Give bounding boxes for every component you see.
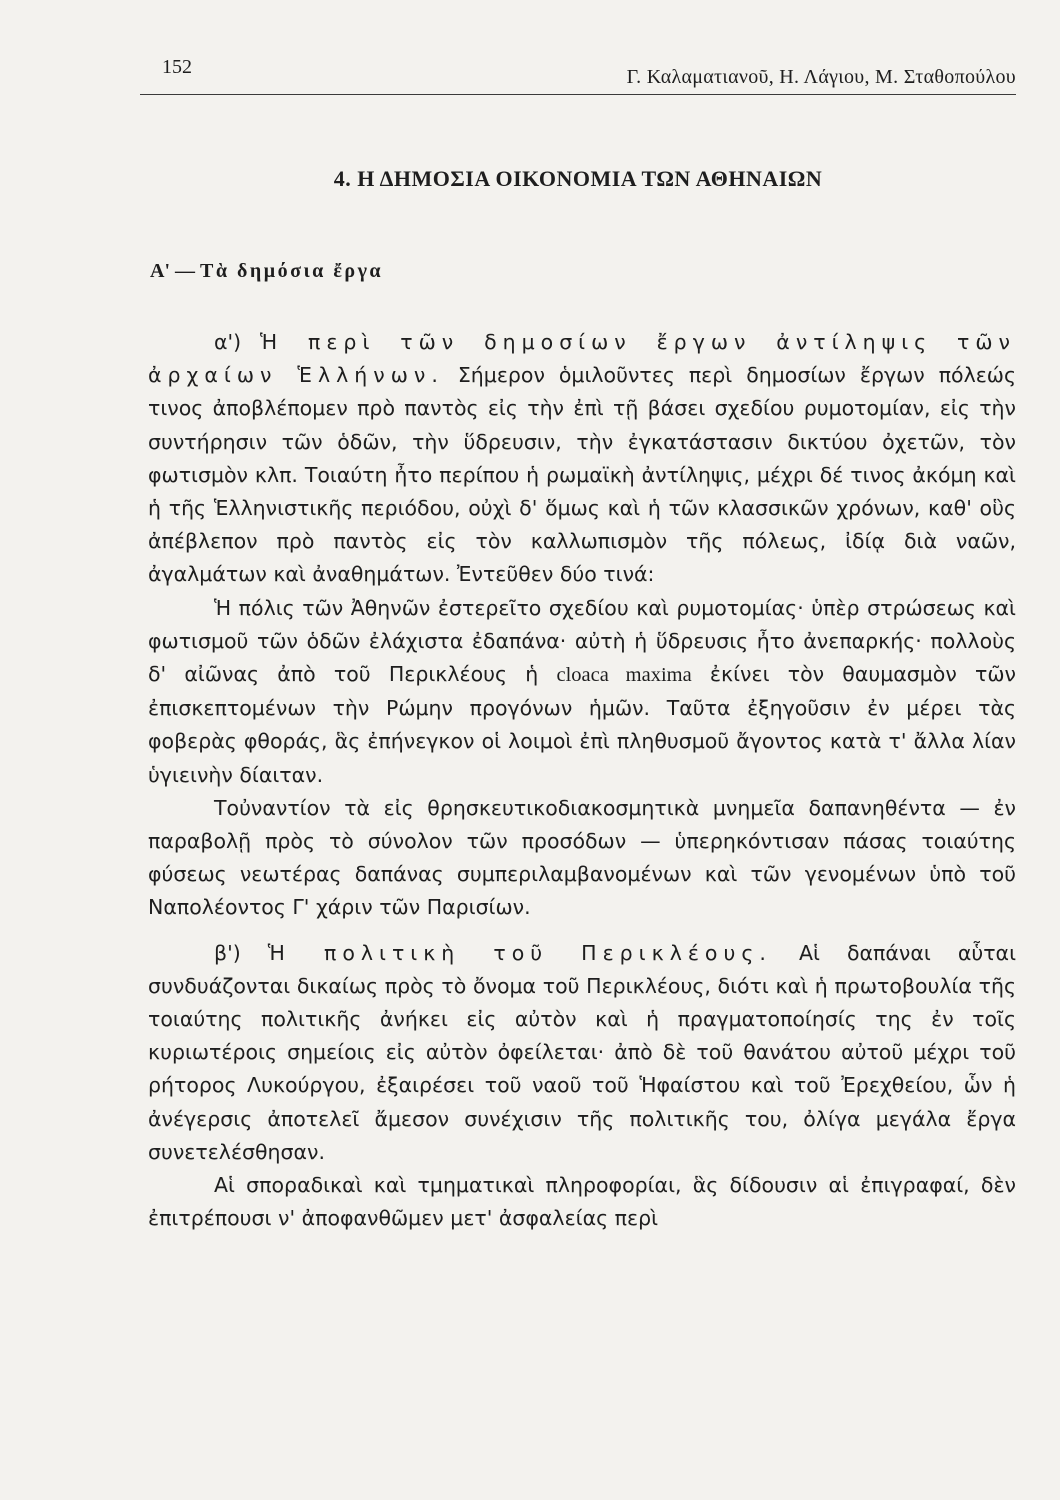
paragraph-1 xyxy=(148,326,1016,592)
page-number: 152 xyxy=(162,56,192,78)
paragraph-1-text: Σήμερον ὁμιλοῦντες περὶ δημοσίων ἔργων πόλεώς τινος ἀποβλέπομεν πρὸ παντὸς εἰς τὴν ἐπὶ τῇ βάσει σχεδίου ρυμοτομίαν, εἰς τὴν συντήρησιν τῶν ὁδῶν, τὴν ὕδρευσιν, τὴν ἐγκατάστασιν δικτύου ὀχετῶν, τὸν φωτισμὸν κλπ. Τοιαύτη ἦτο περίπου ἡ ρωμαϊκὴ ἀντίληψις, μέχρι δέ τινος ἀκόμη καὶ ἡ τῆς Ἑλληνιστικῆς περιόδου, οὐχὶ δ' ὅμως καὶ ἡ τῶν κλασσικῶν χρόνων, καθ' οὓς ἀπέβλεπον πρὸ παντὸς εἰς τὸν καλλωπισμὸν τῆς πόλεως, ἰδίᾳ διὰ ναῶν, ἀγαλμάτων καὶ ἀναθημάτων. Ἐντεῦθεν δύο τινά: xyxy=(148,363,1016,587)
running-head: Γ. Καλαματιανοῦ, Η. Λάγιου, Μ. Σταθοπούλου xyxy=(626,66,1016,88)
paragraph-2-text-a: Ἡ πόλις τῶν Ἀθηνῶν ἐστερεῖτο σχεδίου καὶ ρυμοτομίας· ὑπὲρ στρώσεως καὶ φωτισμοῦ τῶν ὁδῶν ἐλάχιστα ἐδαπάνα· αὐτὴ ἡ ὕδρευσις ἦτο ἀνεπαρκής· πολλοὺς δ' αἰῶνας ἀπὸ τοῦ Περικλέους ἡ xyxy=(148,595,1016,687)
section-label: Α' — xyxy=(150,260,200,282)
paragraph-3-text: Τοὐναντίον τὰ εἰς θρησκευτικοδιακοσμητικὰ μνημεῖα δαπανηθέντα — ἐν παραβολῇ πρὸς τὸ σύνολον τῶν προσόδων — ὑπερηκόντισαν πάσας τοιαύτης φύσεως νεωτέρας δαπάνας συμπεριλαμβανομένων καὶ τῶν γενομένων ὑπὸ τοῦ Ναπολέοντος Γ' χάριν τῶν Παρισίων. xyxy=(148,795,1016,920)
page-header xyxy=(140,48,1016,95)
subsection-marker-b: β') xyxy=(214,940,268,965)
body-text xyxy=(148,326,1016,1235)
paragraph-2-text-b: ἐκίνει τὸν θαυμασμὸν τῶν ἐπισκεπτομένων τὴν Ρώμην προγόνων ἡμῶν. Ταῦτα ἐξηγοῦσιν ἐν μέρει τὰς φοβερὰς φθοράς, ἃς ἐπήνεγκον οἱ λοιμοὶ ἐπὶ πληθυσμοῦ ἄγοντος κατὰ τ' ἄλλα λίαν ὑγιεινὴν δίαιταν. xyxy=(148,662,1016,787)
latin-phrase: cloaca maxima xyxy=(556,664,692,687)
book-page xyxy=(140,48,1017,1231)
paragraph-4-text: Αἱ δαπάναι αὗται συνδυάζονται δικαίως πρὸς τὸ ὄνομα τοῦ Περικλέους, διότι καὶ ἡ πρωτοβουλία τῆς τοιαύτης πολιτικῆς ἀνήκει εἰς αὐτὸν καὶ ἡ πραγματοποίησίς της ἐν τοῖς κυριωτέροις σημείοις εἰς αὐτὸν ὀφείλεται· ἀπὸ δὲ τοῦ θανάτου αὐτοῦ μέχρι τοῦ ρήτορος Λυκούργου, ἐξαιρέσει τοῦ ναοῦ τοῦ Ἡφαίστου καὶ τοῦ Ἐρεχθείου, ὧν ἡ ἀνέγερσις ἀποτελεῖ ἄμεσον συνέχισιν τῆς πολιτικῆς του, ὀλίγα μεγάλα ἔργα συνετελέσθησαν. xyxy=(148,940,1017,1164)
subsection-title-b: Ἡ πολιτικὴ τοῦ Περικλέους. xyxy=(267,940,772,965)
paragraph-4 xyxy=(148,937,1016,1169)
paragraph-2 xyxy=(148,592,1016,792)
subsection-title-a: Ἡ περὶ τῶν δημοσίων ἔργων ἀντίληψις τῶν ἀρχαίων Ἑλλήνων. xyxy=(148,330,1016,388)
chapter-title: 4. Η ΔΗΜΟΣΙΑ ΟΙΚΟΝΟΜΙΑ ΤΩΝ ΑΘΗΝΑΙΩΝ xyxy=(333,166,823,191)
paragraph-5 xyxy=(148,1169,1016,1235)
paragraph-3 xyxy=(148,792,1016,925)
section-heading xyxy=(150,260,383,283)
paragraph-5-text: Αἱ σποραδικαὶ καὶ τμηματικαὶ πληροφορίαι, ἃς δίδουσιν αἱ ἐπιγραφαί, δὲν ἐπιτρέπουσι ν' ἀποφανθῶμεν μετ' ἀσφαλείας περὶ xyxy=(148,1173,1016,1231)
subsection-marker-a: α') xyxy=(214,330,261,354)
section-title: Τὰ δημόσια ἔργα xyxy=(200,260,384,282)
